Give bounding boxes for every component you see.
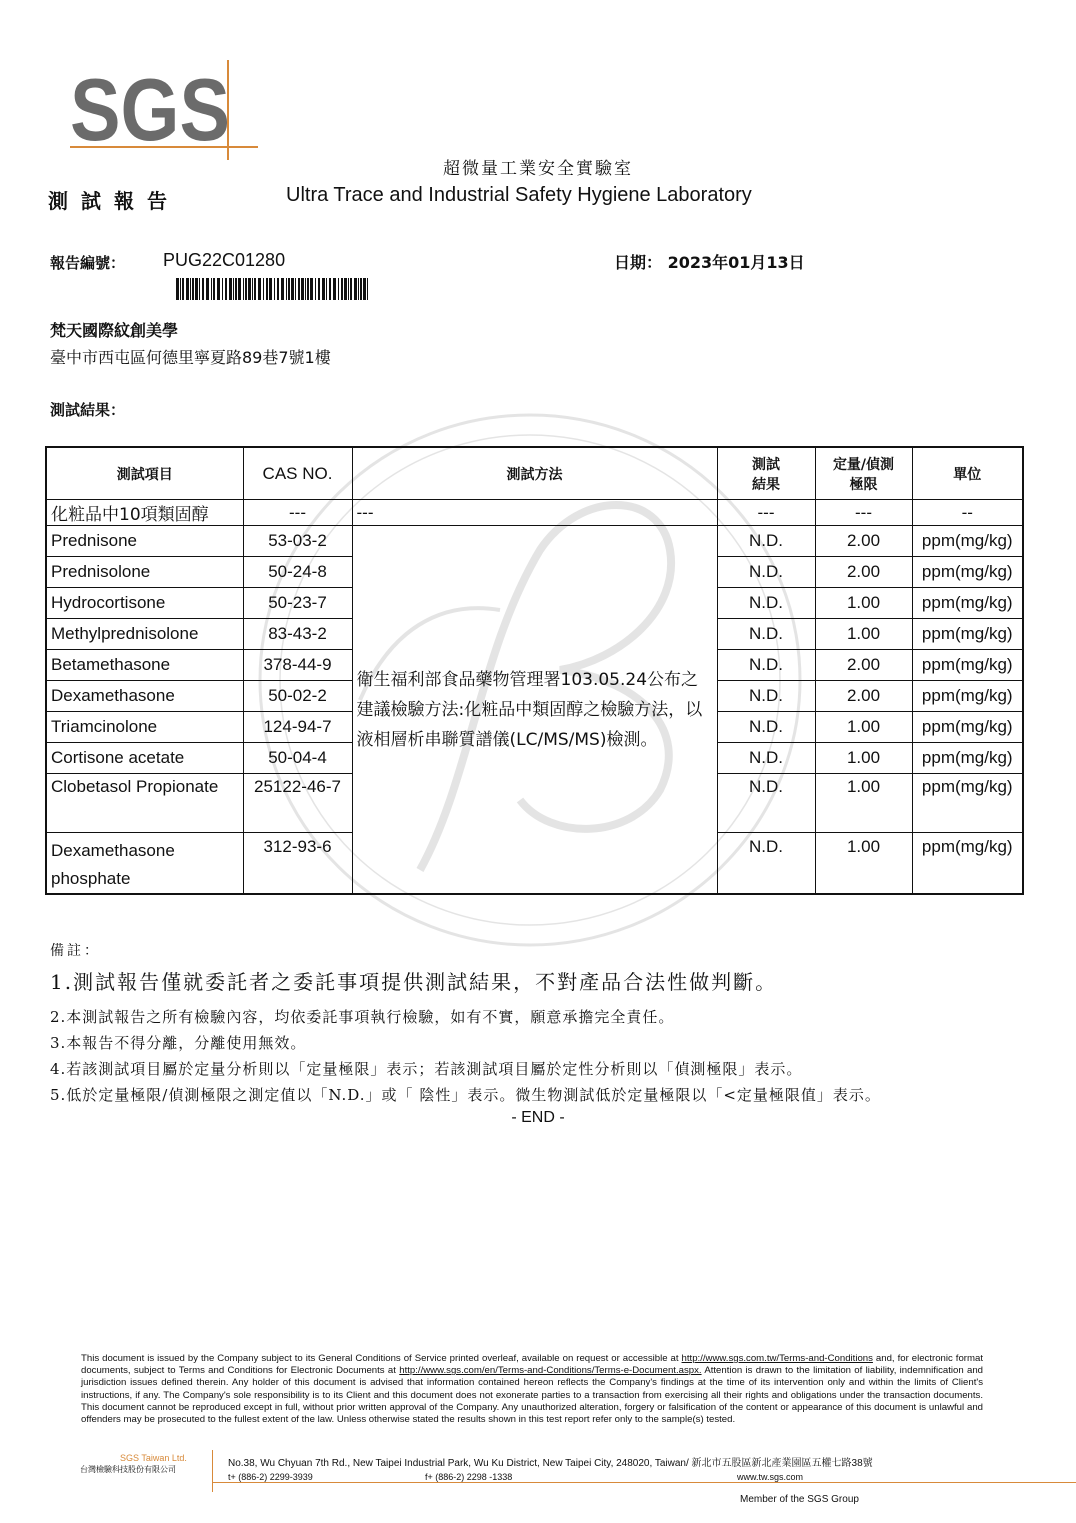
row-loq: 2.00 (815, 650, 912, 681)
row-item: Cortisone acetate (46, 743, 243, 774)
footer-address: No.38, Wu Chyuan 7th Rd., New Taipei Industrial Park, Wu Ku District, New Taipei City, 248020, Taiwan/ 新北市五股區新北產業園區五權七路38號 (228, 1458, 873, 1469)
row-loq: 1.00 (815, 743, 912, 774)
report-date: 日期： 2023年01月13日 (614, 253, 805, 272)
barcode-bar (238, 278, 241, 300)
barcode-bar (269, 278, 272, 300)
row-cas: 50-23-7 (243, 588, 352, 619)
row-item: Methylprednisolone (46, 619, 243, 650)
footer-divider-vertical (212, 1450, 213, 1492)
row-result: N.D. (717, 743, 815, 774)
sgs-logo (70, 60, 270, 160)
row-unit: ppm(mg/kg) (912, 774, 1023, 833)
barcode-bar (243, 278, 244, 300)
header-result (717, 447, 815, 500)
lab-name-zh: 超微量工業安全實驗室 (443, 159, 633, 179)
row-cas: 83-43-2 (243, 619, 352, 650)
barcode-bar (344, 278, 347, 300)
lab-name-en: Ultra Trace and Industrial Safety Hygiene Laboratory (286, 184, 752, 206)
row-item: Clobetasol Propionate (46, 774, 243, 833)
header-item: 測試項目 (46, 447, 243, 500)
row-loq: 2.00 (815, 557, 912, 588)
barcode-bar (182, 278, 184, 300)
footer-divider-horizontal (212, 1482, 1076, 1483)
row-unit: ppm(mg/kg) (912, 526, 1023, 557)
barcode-bar (233, 278, 234, 300)
barcode-bar (354, 278, 357, 300)
header-unit: 單位 (912, 447, 1023, 500)
row-unit: ppm(mg/kg) (912, 557, 1023, 588)
row-item-line2: phosphate (51, 869, 131, 888)
results-table (45, 446, 1024, 895)
row-item: Betamethasone (46, 650, 243, 681)
barcode-bar (248, 278, 251, 300)
row-result: N.D. (717, 619, 815, 650)
barcode-bar (281, 278, 284, 300)
row-loq: 1.00 (815, 588, 912, 619)
row-cas: 378-44-9 (243, 650, 352, 681)
barcode-bar (235, 278, 237, 300)
barcode-bar (195, 278, 198, 300)
barcode-bar (341, 278, 343, 300)
row-result: N.D. (717, 681, 815, 712)
barcode-bar (288, 278, 290, 300)
note-2: 2.本測試報告之所有檢驗內容，均依委託事項執行檢驗，如有不實，願意承擔完全責任。 (50, 1008, 675, 1026)
barcode-bar (360, 278, 362, 300)
barcode-bar (326, 278, 327, 300)
barcode-bar (318, 278, 320, 300)
barcode-bar (277, 278, 279, 300)
barcode-bar (295, 278, 296, 300)
category-result: --- (717, 500, 815, 526)
results-label: 測試結果： (50, 401, 126, 419)
barcode-bar (298, 278, 300, 300)
row-item: Triamcinolone (46, 712, 243, 743)
barcode-bar (291, 278, 294, 300)
row-loq: 1.00 (815, 712, 912, 743)
barcode-bar (180, 278, 181, 300)
row-loq: 2.00 (815, 526, 912, 557)
row-cas: 25122-46-7 (243, 774, 352, 833)
category-loq: --- (815, 500, 912, 526)
report-number: PUG22C01280 (163, 250, 286, 270)
test-method: 衛生福利部食品藥物管理署103.05.24公布之建議檢驗方法:化粧品中類固醇之檢驗方法，以液相層析串聯質譜儀(LC/MS/MS)檢測。 (352, 526, 717, 895)
row-unit: ppm(mg/kg) (912, 588, 1023, 619)
row-result: N.D. (717, 712, 815, 743)
barcode-bar (363, 278, 366, 300)
barcode-bar (307, 278, 309, 300)
row-result: N.D. (717, 774, 815, 833)
barcode-bar (245, 278, 247, 300)
row-unit: ppm(mg/kg) (912, 833, 1023, 895)
row-item: Hydrocortisone (46, 588, 243, 619)
terms-link[interactable]: http://www.sgs.com.tw/Terms-and-Conditions (681, 1353, 873, 1364)
row-cas: 124-94-7 (243, 712, 352, 743)
barcode-bar (199, 278, 200, 300)
barcode-bar (217, 278, 220, 300)
barcode-bar (202, 278, 204, 300)
svg-text:SGS: SGS (70, 60, 230, 159)
document-title: 測試報告 (48, 189, 180, 213)
row-item-line1: Dexamethasone (51, 841, 175, 860)
barcode-bar (225, 278, 227, 300)
row-result: N.D. (717, 833, 815, 895)
barcode-bar (305, 278, 306, 300)
terms-e-document-link[interactable]: http://www.sgs.com/en/Terms-and-Conditions/Terms-e-Document.aspx. (399, 1365, 702, 1377)
row-result: N.D. (717, 526, 815, 557)
barcode-bar (315, 278, 316, 300)
row-item: Prednisolone (46, 557, 243, 588)
category-row (46, 500, 1023, 526)
note-4: 4.若該測試項目屬於定量分析則以「定量極限」表示；若該測試項目屬於定性分析則以「偵測極限」表示。 (50, 1060, 803, 1078)
note-1: 1.測試報告僅就委託者之委託事項提供測試結果，不對產品合法性做判斷。 (50, 970, 778, 994)
row-loq: 1.00 (815, 619, 912, 650)
category-cas: --- (243, 500, 352, 526)
footer-tel: t+ (886-2) 2299-3939 (228, 1472, 313, 1482)
barcode-bar (229, 278, 232, 300)
footer-fax: f+ (886-2) 2298 -1338 (425, 1472, 513, 1482)
row-item (46, 833, 243, 895)
footer-member: Member of the SGS Group (740, 1494, 859, 1505)
barcode-bar (192, 278, 194, 300)
footer-org-zh: 台灣檢驗科技股份有限公司 (80, 1465, 176, 1474)
barcode-bar (367, 278, 368, 300)
disclaimer-part-1: This document is issued by the Company subject to its General Conditions of Service printed overleaf, available on request or accessible at (81, 1353, 682, 1364)
row-loq: 1.00 (815, 833, 912, 895)
row-unit: ppm(mg/kg) (912, 619, 1023, 650)
disclaimer-part-3: Attention is drawn to the limitation of liability, indemnification and jurisdiction issues defined therein. Any holder of this document is advised that information contained hereon reflects the Company's findings at the time of its intervention only and within the limits of Client's instructions, if any. The Company's sole responsibility is to its Client and this document does not exonerate parties to a transaction from exercising all their rights and obligations under the transaction documents. This document cannot be reproduced except in full, without prior written approval of the Company. Any unauthorized alteration, forgery or falsification of the content or appearance of this document is unlawful and offenders may be prosecuted to the fullest extent of the law. Unless otherwise stated the results shown in this test report refer only to the sample(s) tested. (81, 1365, 983, 1426)
barcode-bar (176, 278, 179, 300)
row-cas: 50-04-4 (243, 743, 352, 774)
footer-website[interactable]: www.tw.sgs.com (737, 1472, 804, 1482)
row-unit: ppm(mg/kg) (912, 650, 1023, 681)
row-loq: 1.00 (815, 774, 912, 833)
row-cas: 312-93-6 (243, 833, 352, 895)
row-cas: 50-02-2 (243, 681, 352, 712)
barcode-bar (254, 278, 256, 300)
barcode-bar (333, 278, 336, 300)
category-item: 化粧品中10項類固醇 (46, 500, 243, 526)
barcode-bar (266, 278, 268, 300)
end-marker: - END - (511, 1109, 565, 1126)
row-unit: ppm(mg/kg) (912, 743, 1023, 774)
row-unit: ppm(mg/kg) (912, 712, 1023, 743)
row-result: N.D. (717, 557, 815, 588)
row-unit: ppm(mg/kg) (912, 681, 1023, 712)
table-header-row (46, 447, 1023, 500)
barcode-bar (348, 278, 349, 300)
barcode-bar (186, 278, 189, 300)
report-number-label: 報告編號： (50, 254, 126, 272)
barcode-bar (263, 278, 264, 300)
client-name: 梵天國際紋創美學 (50, 321, 179, 340)
barcode-bar (211, 278, 212, 300)
row-cas: 53-03-2 (243, 526, 352, 557)
row-cas: 50-24-8 (243, 557, 352, 588)
barcode-bar (329, 278, 331, 300)
disclaimer-part-2: and, for electronic format documents, subject to Terms and Conditions for Electronic Documents at (81, 1353, 983, 1377)
barcode-bar (206, 278, 209, 300)
category-unit: -- (912, 500, 1023, 526)
barcode-bar (274, 278, 275, 300)
disclaimer (81, 1353, 983, 1426)
header-result-line2: 結果 (752, 476, 780, 493)
header-cas: CAS NO. (243, 447, 352, 500)
header-loq-line1: 定量/偵測 (832, 456, 895, 473)
barcode-bar (310, 278, 313, 300)
row-item: Dexamethasone (46, 681, 243, 712)
header-loq (815, 447, 912, 500)
note-3: 3.本報告不得分離，分離使用無效。 (50, 1034, 307, 1052)
note-5: 5.低於定量極限/偵測極限之測定值以「N.D.」或「 陰性」表示。微生物測試低於定量極限以「<定量極限值」表示。 (50, 1086, 881, 1104)
barcode-bar (301, 278, 304, 300)
barcode-bar (222, 278, 223, 300)
client-address: 臺中市西屯區何德里寧夏路89巷7號1樓 (50, 348, 331, 367)
header-loq-line2: 極限 (849, 476, 878, 493)
barcode-bar (358, 278, 359, 300)
barcode-bar (286, 278, 287, 300)
row-result: N.D. (717, 650, 815, 681)
header-method: 測試方法 (352, 447, 717, 500)
row-item: Prednisone (46, 526, 243, 557)
barcode-bar (213, 278, 215, 300)
barcode-bar (190, 278, 191, 300)
barcode-bar (322, 278, 325, 300)
row-result: N.D. (717, 588, 815, 619)
barcode-bar (258, 278, 261, 300)
barcode (176, 278, 372, 300)
header-result-line1: 測試 (752, 456, 780, 473)
barcode-bar (350, 278, 352, 300)
category-method: --- (352, 500, 717, 526)
table-row (46, 526, 1023, 557)
barcode-bar (252, 278, 253, 300)
row-loq: 2.00 (815, 681, 912, 712)
notes-label: 備註： (50, 943, 101, 959)
footer-org-en: SGS Taiwan Ltd. (120, 1453, 187, 1463)
barcode-bar (338, 278, 339, 300)
